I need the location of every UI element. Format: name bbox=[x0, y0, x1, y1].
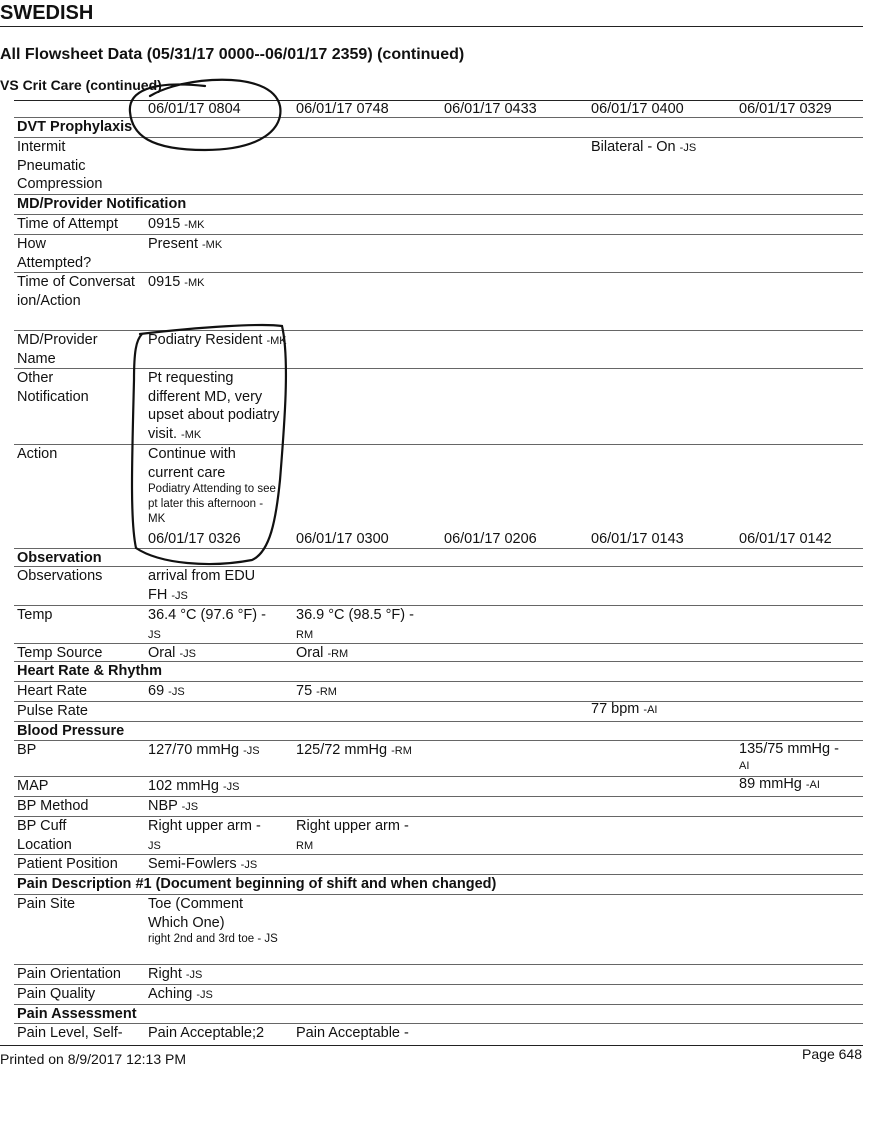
cell-value: 36.9 °C (98.5 °F) - RM bbox=[296, 607, 414, 641]
cell-value: Present -MK bbox=[148, 236, 223, 252]
table-row bbox=[14, 817, 863, 855]
printed-date: Printed on 8/9/2017 12:13 PM bbox=[0, 1051, 187, 1067]
cell-value: 77 bpm -AI bbox=[591, 701, 658, 717]
cell-value: NBP -JS bbox=[148, 798, 199, 814]
cell-value: Semi-Fowlers -JS bbox=[148, 856, 258, 872]
cell-value: Continue with current care Podiatry Attending to see pt later this afternoon -MK bbox=[148, 446, 276, 525]
row-label: MAP bbox=[17, 778, 49, 794]
table-row bbox=[14, 1024, 863, 1044]
row-label: BP Method bbox=[17, 798, 89, 814]
group-label: MD/Provider Notification bbox=[17, 196, 187, 212]
cell-value: Pt requesting different MD, very upset about podiatry visit. -MK bbox=[148, 370, 280, 442]
cell-value: Bilateral - On -JS bbox=[591, 139, 697, 155]
cell-value: Right -JS bbox=[148, 966, 203, 982]
table-row bbox=[14, 855, 863, 875]
cell-value: 69 -JS bbox=[148, 683, 185, 699]
group-label: Blood Pressure bbox=[17, 723, 125, 739]
table-row bbox=[14, 331, 863, 369]
hospital-name: SWEDISH bbox=[0, 2, 94, 24]
row-label: Pain Site bbox=[17, 896, 76, 912]
time-header-row bbox=[14, 98, 863, 118]
cell-value: Podiatry Resident -MK bbox=[148, 332, 287, 348]
table-row bbox=[14, 777, 863, 797]
row-label: Heart Rate bbox=[17, 683, 88, 699]
row-label: Temp bbox=[17, 607, 53, 623]
table-row bbox=[14, 273, 863, 331]
time-col-4: 06/01/17 0143 bbox=[591, 531, 684, 547]
time-col-1: 06/01/17 0326 bbox=[148, 531, 241, 547]
group-label: Pain Assessment bbox=[17, 1006, 137, 1022]
table-row bbox=[14, 606, 863, 644]
time-col-5: 06/01/17 0142 bbox=[739, 531, 832, 547]
row-label: Intermit Pneumatic Compression bbox=[17, 139, 103, 192]
row-label: Pulse Rate bbox=[17, 703, 88, 719]
time-col-4: 06/01/17 0400 bbox=[591, 101, 684, 117]
cell-value: 0915 -MK bbox=[148, 216, 205, 232]
row-label: Action bbox=[17, 446, 58, 462]
table-row bbox=[14, 567, 863, 606]
row-label: Other Notification bbox=[17, 370, 89, 405]
report-title: All Flowsheet Data (05/31/17 0000--06/01/17 2359) (continued) bbox=[0, 46, 465, 63]
row-label: How Attempted? bbox=[17, 236, 92, 271]
table-row bbox=[14, 702, 863, 722]
cell-value: Right upper arm - RM bbox=[296, 818, 409, 852]
group-label: DVT Prophylaxis bbox=[17, 119, 133, 135]
cell-value: 127/70 mmHg -JS bbox=[148, 742, 260, 758]
time-col-2: 06/01/17 0300 bbox=[296, 531, 389, 547]
row-label: Temp Source bbox=[17, 645, 103, 661]
group-row bbox=[14, 549, 863, 567]
table-row bbox=[14, 644, 863, 662]
time-col-3: 06/01/17 0206 bbox=[444, 531, 537, 547]
table-row bbox=[14, 138, 863, 195]
group-row bbox=[14, 195, 863, 215]
row-label: Pain Level, Self- bbox=[17, 1025, 123, 1041]
table-row bbox=[14, 682, 863, 702]
cell-value: Right upper arm - JS bbox=[148, 818, 261, 852]
group-label: Pain Description #1 (Document beginning of shift and when changed) bbox=[17, 876, 497, 892]
header-rule bbox=[0, 26, 863, 27]
cell-value: Pain Acceptable;2 bbox=[148, 1025, 265, 1041]
table-row bbox=[14, 741, 863, 777]
cell-value: Pain Acceptable - bbox=[296, 1025, 409, 1041]
table-row bbox=[14, 235, 863, 273]
group-row bbox=[14, 662, 863, 682]
time-col-2: 06/01/17 0748 bbox=[296, 101, 389, 117]
group-label: Heart Rate & Rhythm bbox=[17, 663, 163, 679]
cell-value: 36.4 °C (97.6 °F) - JS bbox=[148, 607, 266, 641]
group-label: Observation bbox=[17, 550, 102, 566]
footer-rule bbox=[0, 1045, 863, 1046]
row-label: Pain Quality bbox=[17, 986, 96, 1002]
time-col-1: 06/01/17 0804 bbox=[148, 101, 241, 117]
time-col-3: 06/01/17 0433 bbox=[444, 101, 537, 117]
time-header-row bbox=[14, 528, 863, 549]
cell-value: Aching -JS bbox=[148, 986, 213, 1002]
table-row bbox=[14, 215, 863, 235]
cell-value: arrival from EDU FH -JS bbox=[148, 568, 256, 603]
table-row bbox=[14, 445, 863, 529]
time-col-5: 06/01/17 0329 bbox=[739, 101, 832, 117]
cell-value: 75 -RM bbox=[296, 683, 337, 699]
cell-value: 102 mmHg -JS bbox=[148, 778, 240, 794]
cell-value: 0915 -MK bbox=[148, 274, 205, 290]
row-label: Pain Orientation bbox=[17, 966, 121, 982]
table-row bbox=[14, 965, 863, 985]
page-number: Page 648 bbox=[802, 1046, 862, 1062]
row-label: MD/Provider Name bbox=[17, 332, 98, 367]
cell-value: 135/75 mmHg - AI bbox=[739, 741, 839, 772]
cell-value: 89 mmHg -AI bbox=[739, 776, 820, 792]
cell-value: Toe (Comment Which One) right 2nd and 3rd toe - JS bbox=[148, 896, 278, 945]
group-row bbox=[14, 722, 863, 741]
row-label: BP bbox=[17, 742, 37, 758]
row-label: Time of Conversation/Action bbox=[17, 274, 135, 309]
row-label: BP Cuff Location bbox=[17, 818, 72, 853]
table-row bbox=[14, 369, 863, 445]
cell-value: Oral -JS bbox=[148, 645, 196, 661]
section-title: VS Crit Care (continued) bbox=[0, 77, 162, 93]
table-row bbox=[14, 797, 863, 817]
table-row bbox=[14, 895, 863, 965]
row-label: Patient Position bbox=[17, 856, 118, 872]
group-row bbox=[14, 1005, 863, 1024]
cell-value: Oral -RM bbox=[296, 645, 349, 661]
table-row bbox=[14, 985, 863, 1005]
group-row bbox=[14, 875, 863, 895]
row-label: Time of Attempt bbox=[17, 216, 118, 232]
group-row bbox=[14, 118, 863, 138]
cell-value: 125/72 mmHg -RM bbox=[296, 742, 412, 758]
row-label: Observations bbox=[17, 568, 103, 584]
